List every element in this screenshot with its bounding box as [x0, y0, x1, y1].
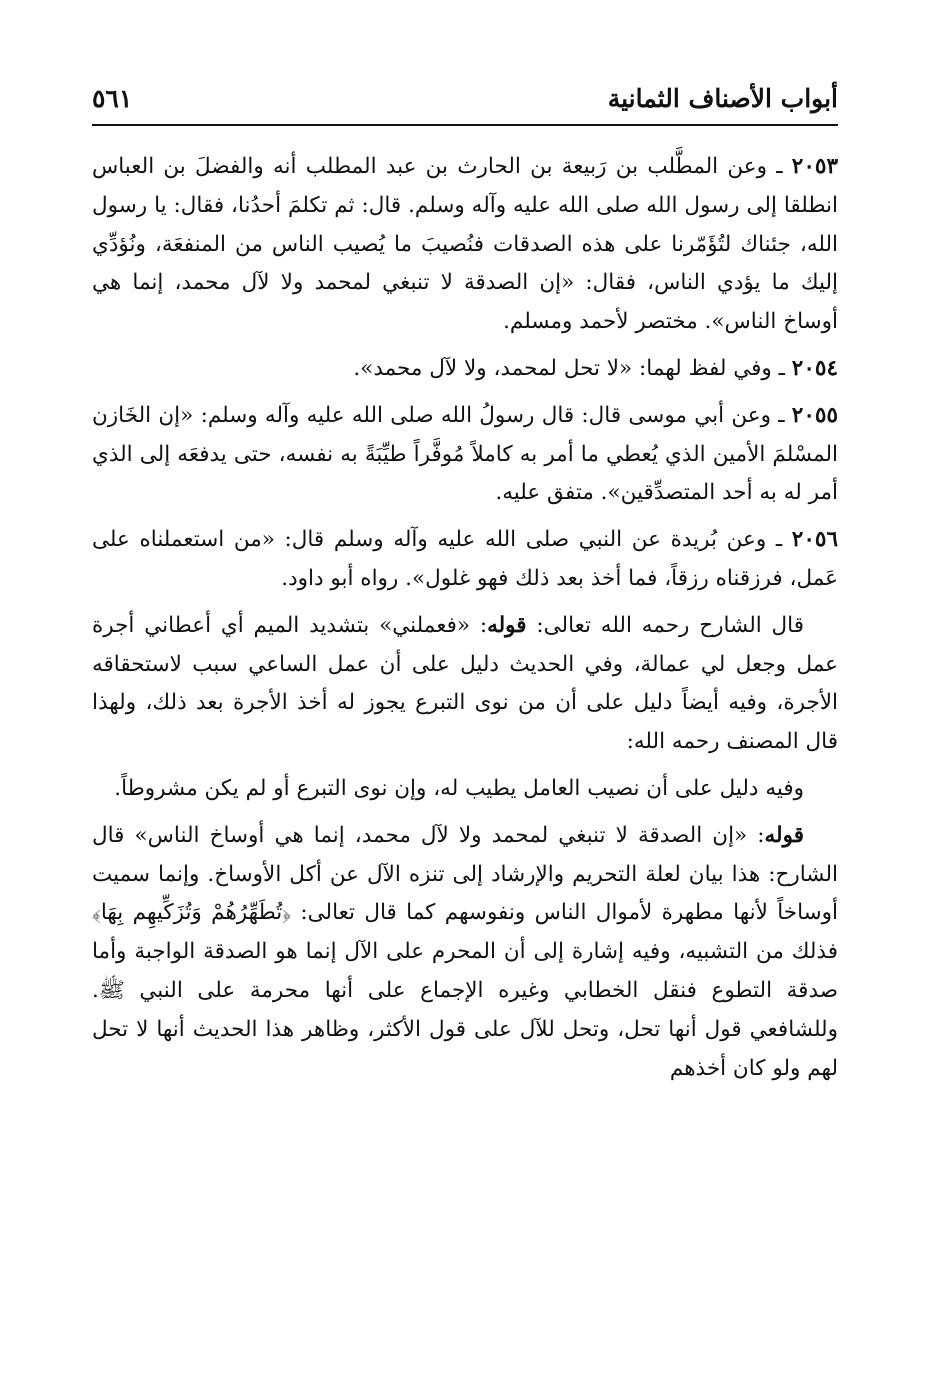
page-header: [92, 78, 838, 126]
hadith-number: ٢٠٥٤: [791, 355, 838, 381]
hadith-text: ـ وفي لفظ لهما: «لا تحل لمحمد، ولا لآل محمد».: [353, 355, 792, 381]
commentary-paragraph: [92, 607, 838, 762]
hadith-2056: [92, 521, 838, 599]
commentary-text: : «فعملني» بتشديد الميم أي أعطاني أجرة عمل وجعل لي عمالة، وفي الحديث دليل على أن عمل الساعي سبب لاستحقاقه الأجرة، وفيه أيضاً دليل على أن من نوى التبرع يجوز له أخذ الأجرة بعد ذلك، ولهذا قال المصنف رحمه الله:: [92, 612, 838, 755]
keyword-qawluhu: قوله: [487, 612, 527, 638]
hadith-2054: [92, 350, 838, 389]
commentary-paragraph-2: [92, 817, 838, 1089]
hadith-2053: [92, 148, 838, 342]
hadith-number: ٢٠٥٦: [791, 527, 838, 553]
hadith-text: ـ وعن المطَّلب بن رَبيعة بن الحارث بن عبد المطلب أنه والفضلَ بن العباس انطلقا إلى رسول الله صلى الله عليه وآله وسلم. قال: ثم تكلمَ أحدُنا، فقال: يا رسول الله، جئناك لتُؤَمّرنا على هذه الصدقات فنُصيبَ ما يُصيب الناس من المنفعَة، ونُؤدِّي إليك ما يؤدي الناس، فقال: «إن الصدقة لا تنبغي لمحمد ولا لآل محمد، إنما هي أوساخ الناس». مختصر لأحمد ومسلم.: [92, 154, 838, 335]
author-note-paragraph: [92, 770, 838, 809]
book-page: [92, 78, 838, 1096]
hadith-2055: [92, 397, 838, 513]
page-body: [92, 126, 838, 1088]
running-title: أبواب الأصناف الثمانية: [607, 84, 838, 113]
commentary-text: : «إن الصدقة لا تنبغي لمحمد ولا لآل محمد، إنما هي أوساخ الناس» قال الشارح: هذا بيان لعلة التحريم والإرشاد إلى تنزه الآل عن أكل الأوساخ. وإنما سميت أوساخاً لأنها مطهرة لأموال الناس ونفوسهم كما قال تعالى: ﴿تُطَهِّرُهُمْ وَتُزَكِّيهِم بِهَا﴾ فذلك من التشبيه، وفيه إشارة إلى أن المحرم على الآل إنما هو الصدقة الواجبة وأما صدقة التطوع فنقل الخطابي وغيره الإجماع على أنها محرمة على النبي ﷺ. وللشافعي قول أنها تحل، وتحل للآل على قول الأكثر، وظاهر هذا الحديث أنها لا تحل لهم ولو كان أخذهم: [92, 822, 838, 1081]
keyword-qawluhu: قوله: [764, 822, 804, 848]
author-note-text: وفيه دليل على أن نصيب العامل يطيب له، وإن نوى التبرع أو لم يكن مشروطاً.: [114, 775, 804, 801]
page-number: ٥٦١: [92, 84, 133, 113]
commentary-lead: قال الشارح رحمه الله تعالى:: [526, 612, 804, 638]
hadith-text: ـ وعن أبي موسى قال: قال رسولُ الله صلى الله عليه وآله وسلم: «إن الخَازن المسْلمَ الأمين الذي يُعطي ما أمر به كاملاً مُوفَّراً طيِّبَةً به نفسه، حتى يدفعَه إلى الذي أمر له به أحد المتصدِّقين». متفق عليه.: [92, 402, 838, 506]
hadith-text: ـ وعن بُريدة عن النبي صلى الله عليه وآله وسلم قال: «من استعملناه على عَمل، فرزقناه رزقاً، فما أخذ بعد ذلك فهو غلول». رواه أبو داود.: [92, 527, 838, 591]
hadith-number: ٢٠٥٣: [791, 154, 838, 179]
hadith-number: ٢٠٥٥: [791, 402, 838, 428]
